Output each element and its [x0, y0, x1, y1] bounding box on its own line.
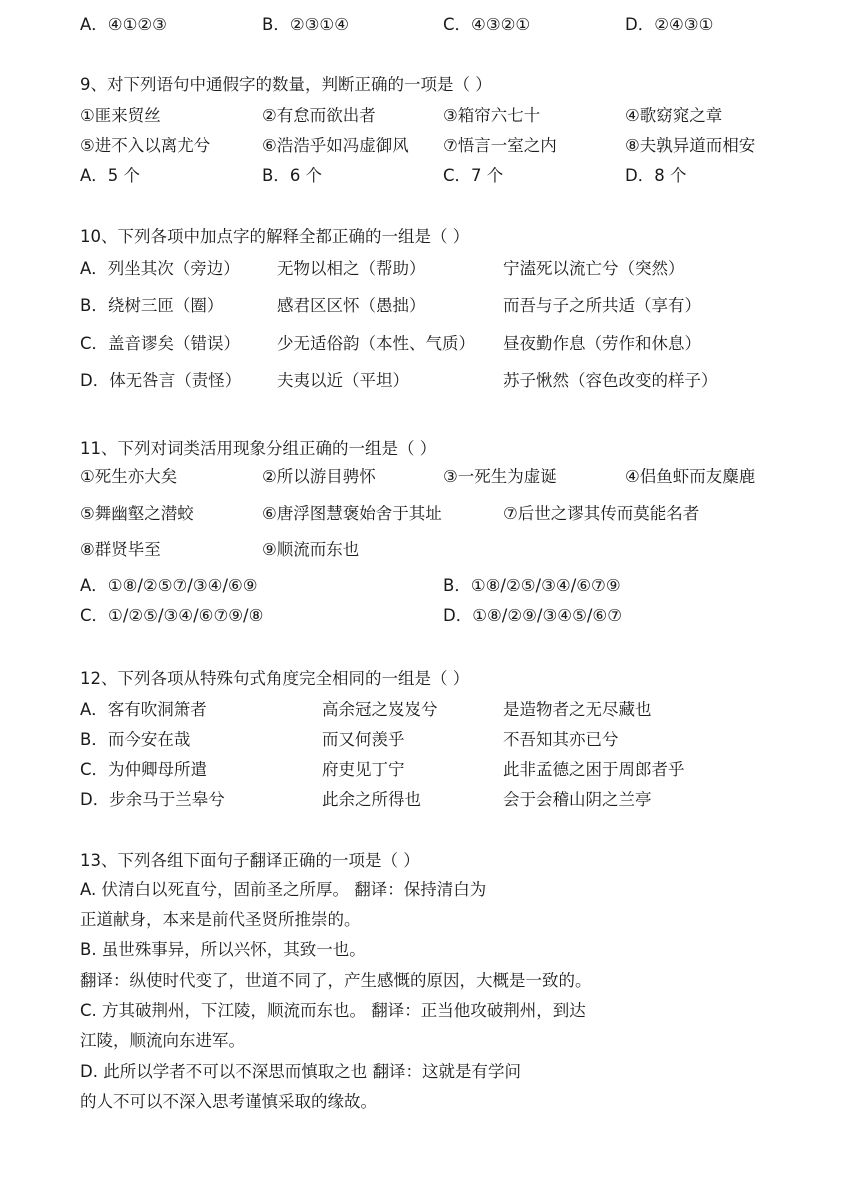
q12-row-d-col2: 此余之所得也	[322, 790, 421, 809]
q9-item-8: ⑧夫孰异道而相安	[625, 136, 756, 155]
q13-line-2: 正道献身，本来是前代圣贤所推崇的。	[80, 910, 361, 929]
q11-stem: 11、下列对词类活用现象分组正确的一组是（ ）	[80, 439, 437, 458]
q11-item-7: ⑦后世之谬其传而莫能名者	[503, 504, 700, 523]
q9-item-1: ①匪来贸丝	[80, 106, 161, 125]
q10-row-d-col3: 苏子愀然（容色改变的样子）	[503, 371, 718, 390]
q11-item-3: ③一死生为虚诞	[443, 467, 557, 486]
q11-item-4: ④侣鱼虾而友麋鹿	[625, 467, 756, 486]
q13-line-7: D. 此所以学者不可以不深思而慎取之也 翻译：这就是有学问	[80, 1062, 521, 1081]
q12-row-a-col1: A．客有吹洞箫者	[80, 700, 207, 719]
q8-option-a: A．④①②③	[80, 15, 167, 34]
q9-option-b: B．6 个	[262, 166, 323, 185]
q9-item-7: ⑦悟言一室之内	[443, 136, 557, 155]
q11-option-b: B．①⑧/②⑤/③④/⑥⑦⑨	[443, 576, 621, 595]
q10-row-a-col2: 无物以相之（帮助）	[277, 259, 426, 278]
q9-option-a: A．5 个	[80, 166, 141, 185]
q9-option-d: D．8 个	[625, 166, 687, 185]
q13-line-4: 翻译：纵使时代变了，世道不同了，产生感慨的原因，大概是一致的。	[80, 971, 592, 990]
q11-item-5: ⑤舞幽壑之潜蛟	[80, 504, 194, 523]
q8-option-d: D．②④③①	[625, 15, 714, 34]
q12-row-a-col3: 是造物者之无尽藏也	[503, 700, 652, 719]
q11-item-2: ②所以游目骋怀	[262, 467, 376, 486]
q13-line-5: C. 方其破荆州，下江陵，顺流而东也。 翻译：正当他攻破荆州，到达	[80, 1001, 586, 1020]
q11-option-c: C．①/②⑤/③④/⑥⑦⑨/⑧	[80, 606, 264, 625]
q10-row-d-col1: D．体无咎言（责怪）	[80, 371, 242, 390]
q9-item-4: ④歌窈窕之章	[625, 106, 723, 125]
q12-row-b-col1: B．而今安在哉	[80, 730, 191, 749]
q11-item-8: ⑧群贤毕至	[80, 540, 161, 559]
q13-line-3: B. 虽世殊事异，所以兴怀，其致一也。	[80, 940, 366, 959]
q9-option-c: C．7 个	[443, 166, 504, 185]
q10-row-b-col1: B．绕树三匝（圈）	[80, 296, 224, 315]
q12-stem: 12、下列各项从特殊句式角度完全相同的一组是（ ）	[80, 669, 470, 688]
q12-row-d-col1: D．步余马于兰皋兮	[80, 790, 225, 809]
q9-item-3: ③箱帘六七十	[443, 106, 541, 125]
q12-row-c-col3: 此非孟德之困于周郎者乎	[503, 760, 685, 779]
q10-row-b-col2: 感君区区怀（愚拙）	[277, 296, 426, 315]
q11-option-a: A．①⑧/②⑤⑦/③④/⑥⑨	[80, 576, 258, 595]
q9-stem: 9、对下列语句中通假字的数量，判断正确的一项是（ ）	[80, 75, 492, 94]
q9-item-2: ②有怠而欲出者	[262, 106, 376, 125]
q13-line-1: A. 伏清白以死直兮，固前圣之所厚。 翻译：保持清白为	[80, 880, 487, 899]
q8-option-c: C．④③②①	[443, 15, 531, 34]
q13-stem: 13、下列各组下面句子翻译正确的一项是（ ）	[80, 851, 420, 870]
q12-row-a-col2: 高余冠之岌岌兮	[322, 700, 438, 719]
q11-item-6: ⑥唐浮图慧褒始舍于其址	[262, 504, 442, 523]
q10-row-d-col2: 夫夷以近（平坦）	[277, 371, 409, 390]
q11-option-d: D．①⑧/②⑨/③④⑤/⑥⑦	[443, 606, 623, 625]
q11-item-9: ⑨顺流而东也	[262, 540, 360, 559]
q10-stem: 10、下列各项中加点字的解释全都正确的一组是（ ）	[80, 227, 470, 246]
q10-row-c-col1: C．盖音谬矣（错误）	[80, 334, 241, 353]
q9-item-6: ⑥浩浩乎如冯虚御风	[262, 136, 409, 155]
q11-item-1: ①死生亦大矣	[80, 467, 178, 486]
q9-item-5: ⑤进不入以离尤兮	[80, 136, 211, 155]
q12-row-c-col2: 府吏见丁宁	[322, 760, 405, 779]
q12-row-b-col3: 不吾知其亦已兮	[503, 730, 619, 749]
q13-line-8: 的人不可以不深入思考谨慎采取的缘故。	[80, 1092, 377, 1111]
q12-row-d-col3: 会于会稽山阴之兰亭	[503, 790, 652, 809]
q10-row-c-col2: 少无适俗韵（本性、气质）	[277, 334, 475, 353]
q10-row-a-col1: A．列坐其次（旁边）	[80, 259, 240, 278]
q12-row-c-col1: C．为仲卿母所遣	[80, 760, 208, 779]
q13-line-6: 江陵，顺流向东进军。	[80, 1031, 245, 1050]
q10-row-a-col3: 宁溘死以流亡兮（突然）	[503, 259, 685, 278]
q12-row-b-col2: 而又何羡乎	[322, 730, 405, 749]
q10-row-c-col3: 昼夜勤作息（劳作和休息）	[503, 334, 701, 353]
q10-row-b-col3: 而吾与子之所共适（享有）	[503, 296, 701, 315]
q8-option-b: B．②③①④	[262, 15, 349, 34]
